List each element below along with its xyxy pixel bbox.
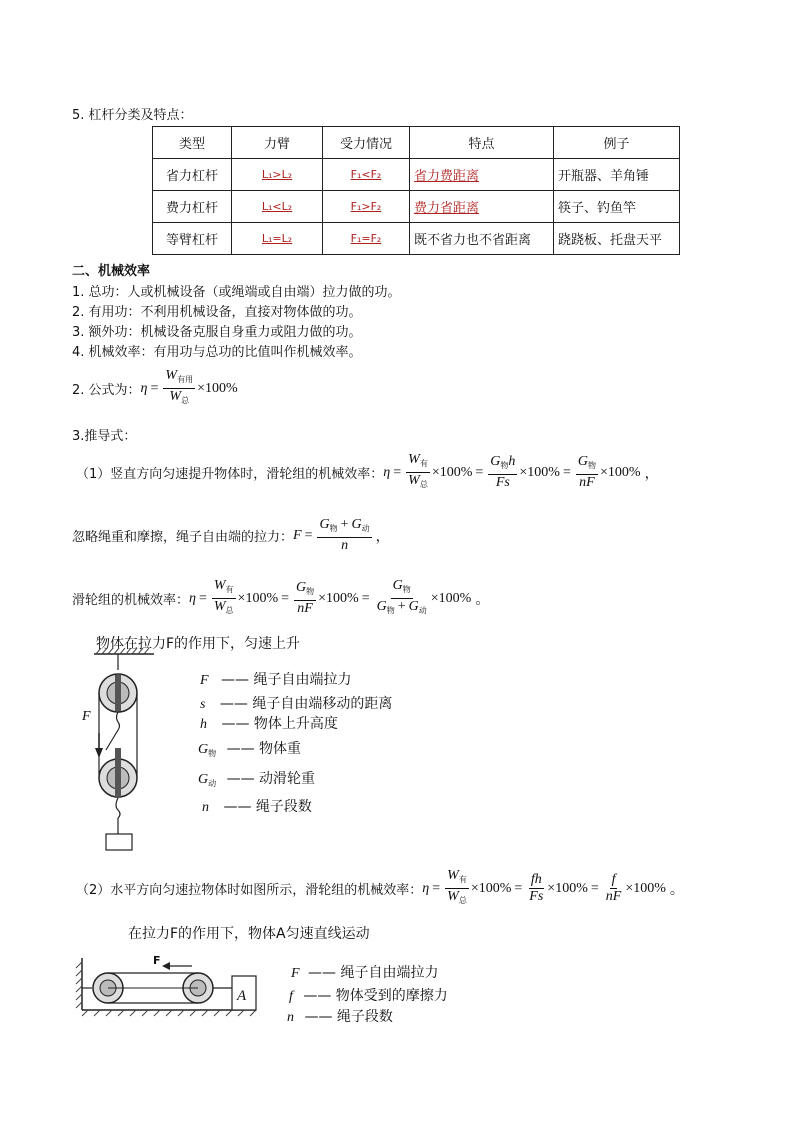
eta-symbol: η	[422, 880, 430, 896]
subscript: 物	[588, 461, 596, 470]
legend-subscript: 物	[208, 749, 217, 758]
times-100: ×100%	[470, 880, 512, 896]
legend-symbol: h	[200, 717, 207, 732]
equals-sign: =	[198, 590, 207, 606]
subscript: 总	[419, 480, 428, 489]
equals-sign: =	[304, 527, 313, 543]
n-symbol: n	[605, 889, 613, 904]
cell-example: 跷跷板、托盘天平	[554, 223, 680, 255]
eta-symbol: η	[189, 590, 196, 606]
definition-useful-work: 2. 有用功：不利用机械设备，直接对物体做的功。	[72, 305, 362, 320]
fraction	[163, 368, 195, 409]
times-100: ×100%	[431, 464, 473, 480]
fraction	[576, 454, 598, 491]
cell-arm: L₁<L₂	[261, 200, 293, 213]
equals-sign: =	[150, 380, 159, 396]
cell-arm: L₁>L₂	[261, 168, 293, 181]
legend-text: —— 物体重	[226, 741, 302, 757]
legend-text: —— 绳子段数	[223, 799, 312, 815]
subscript: 有	[225, 585, 234, 594]
efficiency-formula	[72, 578, 489, 619]
efficiency-label: 滑轮组的机械效率：	[72, 593, 190, 608]
f-lower-symbol: f	[611, 872, 616, 887]
fraction	[317, 517, 371, 554]
times-100: ×100%	[519, 464, 560, 480]
w-symbol: W	[408, 452, 420, 467]
derive-label: 3.推导式：	[72, 429, 137, 444]
f-lower-symbol: f	[530, 872, 535, 887]
equals-sign: =	[590, 880, 599, 896]
comma: ，	[644, 466, 659, 482]
header-type: 类型	[153, 127, 232, 159]
legend-text: —— 物体上升高度	[221, 716, 338, 732]
cell-feature: 省力费距离	[414, 169, 480, 184]
cell-force: F₁=F₂	[350, 232, 382, 245]
legend-text: —— 动滑轮重	[226, 771, 316, 787]
basic-formula	[72, 368, 238, 409]
f-symbol: F	[586, 475, 595, 490]
legend-item	[287, 1006, 393, 1026]
fraction	[604, 872, 624, 905]
legend-item	[198, 768, 315, 789]
legend-item	[198, 738, 301, 759]
fraction	[294, 580, 316, 617]
fraction	[488, 454, 517, 491]
subscript: 物	[402, 585, 411, 594]
g-symbol: G	[376, 599, 387, 614]
period: 。	[475, 592, 490, 608]
period: 。	[669, 882, 684, 898]
fraction	[212, 578, 236, 619]
force-label: F	[153, 954, 161, 967]
w-symbol: W	[165, 368, 178, 383]
legend-symbol: s	[200, 697, 206, 712]
ignore-label: 忽略绳重和摩擦，绳子自由端的拉力：	[72, 530, 294, 545]
case2-formula	[76, 868, 684, 909]
force-label: F	[82, 709, 91, 724]
legend-symbol: n	[202, 800, 209, 815]
lever-table	[152, 126, 680, 255]
equals-sign: =	[432, 880, 441, 896]
equals-sign: =	[281, 590, 290, 606]
equals-sign: =	[393, 464, 402, 480]
pull-force-formula	[72, 517, 390, 554]
legend-symbol: F	[200, 673, 209, 688]
legend-item	[289, 985, 448, 1005]
cell-example: 开瓶器、羊角锤	[554, 159, 680, 191]
subscript: 总	[181, 396, 190, 405]
cell-feature: 费力省距离	[414, 201, 480, 216]
formula-label: 2. 公式为：	[72, 383, 141, 398]
subscript: 物	[306, 587, 315, 596]
subscript: 有	[458, 875, 467, 884]
legend-symbol: F	[291, 966, 300, 981]
case1-formula	[76, 452, 659, 493]
legend-symbol: f	[289, 989, 293, 1004]
equals-sign: =	[475, 464, 484, 480]
subscript: 有用	[177, 375, 194, 384]
legend-text: —— 物体受到的摩擦力	[303, 988, 448, 1004]
fraction	[406, 452, 430, 493]
eta-symbol: η	[383, 464, 391, 480]
f-symbol: F	[612, 889, 622, 904]
subscript: 动	[361, 524, 370, 533]
plus-sign: +	[397, 599, 406, 614]
subscript: 物	[329, 524, 338, 533]
legend-symbol: G	[198, 772, 209, 787]
table-row	[153, 159, 680, 191]
cell-type: 省力杠杆	[153, 159, 232, 191]
cell-feature: 既不省力也不省距离	[410, 223, 554, 255]
fraction	[527, 872, 545, 905]
n-symbol: n	[341, 538, 349, 553]
f-symbol: F	[304, 601, 313, 616]
g-symbol: G	[490, 454, 501, 469]
cell-arm: L₁=L₂	[261, 232, 293, 245]
s-symbol: s	[504, 475, 510, 490]
w-symbol: W	[447, 868, 459, 883]
case1-label: （1）竖直方向匀速提升物体时，滑轮组的机械效率：	[76, 467, 384, 482]
case2-label: （2）水平方向匀速拉物体时如图所示，滑轮组的机械效率：	[76, 883, 423, 898]
table-row	[153, 223, 680, 255]
w-symbol: W	[447, 889, 459, 904]
plus-sign: +	[340, 517, 349, 532]
equals-sign: =	[514, 880, 523, 896]
legend-item	[200, 669, 351, 689]
cell-type: 费力杠杆	[153, 191, 232, 223]
f-symbol: F	[495, 475, 505, 490]
subscript: 总	[225, 606, 234, 615]
h-symbol: h	[534, 872, 542, 887]
vertical-pulley-diagram	[88, 648, 188, 853]
cell-example: 筷子、钓鱼竿	[554, 191, 680, 223]
block-label: A	[237, 988, 247, 1004]
legend-item	[202, 796, 312, 816]
legend-text: —— 绳子段数	[304, 1009, 393, 1025]
n-symbol: n	[297, 601, 305, 616]
subscript: 总	[458, 896, 467, 905]
cell-type: 等臂杠杆	[153, 223, 232, 255]
g-symbol: G	[577, 454, 588, 469]
header-arm: 力臂	[232, 127, 323, 159]
n-symbol: n	[579, 475, 587, 490]
efficiency-section-heading: 二、机械效率	[72, 264, 151, 279]
subscript: 动	[418, 606, 427, 615]
legend-text: —— 绳子自由端移动的距离	[219, 696, 393, 712]
lever-section-heading: 5. 杠杆分类及特点：	[72, 108, 193, 123]
times-100: ×100%	[625, 880, 666, 896]
legend-item	[200, 713, 338, 733]
legend-item	[291, 962, 438, 982]
subscript: 有	[419, 459, 428, 468]
f-symbol: F	[529, 889, 538, 904]
definition-total-work: 1. 总功：人或机械设备（或绳端或自由端）拉力做的功。	[72, 285, 401, 300]
figure2-caption: 在拉力F的作用下，物体A匀速直线运动	[128, 926, 370, 942]
horizontal-pulley-diagram	[74, 950, 264, 1022]
g-symbol: G	[296, 580, 307, 595]
times-100: ×100%	[430, 590, 472, 606]
figure1-caption: 物体在拉力F的作用下，匀速上升	[96, 636, 301, 652]
times-100: ×100%	[318, 590, 359, 606]
times-100: ×100%	[197, 380, 238, 396]
equals-sign: =	[361, 590, 370, 606]
times-100: ×100%	[237, 590, 279, 606]
table-row	[153, 191, 680, 223]
subscript: 物	[386, 606, 395, 615]
eta-symbol: η	[140, 380, 148, 396]
h-symbol: h	[508, 454, 516, 469]
header-example: 例子	[554, 127, 680, 159]
w-symbol: W	[213, 578, 226, 593]
s-symbol: s	[537, 889, 544, 904]
w-symbol: W	[408, 473, 420, 488]
fraction	[375, 578, 429, 619]
header-feature: 特点	[410, 127, 554, 159]
cell-force: F₁>F₂	[350, 200, 382, 213]
table-header-row	[153, 127, 680, 159]
times-100: ×100%	[547, 880, 588, 896]
w-symbol: W	[213, 599, 226, 614]
times-100: ×100%	[600, 464, 641, 480]
definition-efficiency: 4. 机械效率：有用功与总功的比值叫作机械效率。	[72, 345, 362, 360]
equals-sign: =	[562, 464, 571, 480]
subscript: 物	[500, 461, 509, 470]
legend-text: —— 绳子自由端拉力	[221, 672, 352, 688]
definition-extra-work: 3. 额外功：机械设备克服自身重力或阻力做的功。	[72, 325, 362, 340]
legend-symbol: G	[198, 742, 209, 757]
legend-symbol: n	[287, 1010, 294, 1025]
legend-item	[200, 693, 392, 713]
w-symbol: W	[169, 389, 182, 404]
fraction	[445, 868, 469, 909]
g-symbol: G	[408, 599, 419, 614]
comma: ，	[375, 529, 390, 545]
cell-force: F₁<F₂	[350, 168, 382, 181]
header-force: 受力情况	[323, 127, 410, 159]
legend-subscript: 动	[208, 779, 217, 788]
g-symbol: G	[351, 517, 362, 532]
legend-text: —— 绳子自由端拉力	[308, 965, 439, 981]
g-symbol: G	[392, 578, 403, 593]
g-symbol: G	[319, 517, 330, 532]
f-symbol: F	[293, 527, 302, 543]
